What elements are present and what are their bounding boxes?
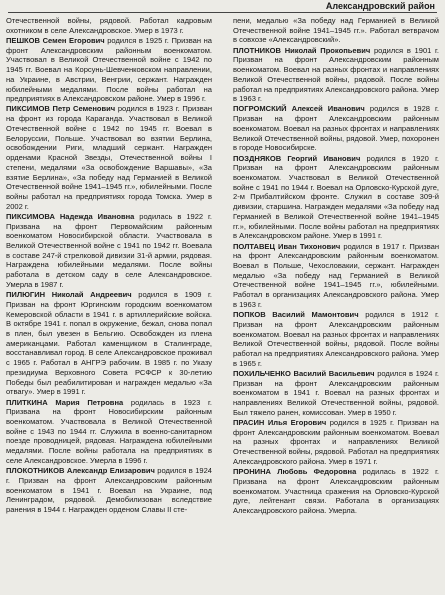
entry-text: Отечественной войны, рядовой. Работал кадровым охотником в селе Александровское. Умер в 1973 г. — [6, 16, 212, 35]
entry-name: ПЛОКОТНИКОВ Александр Елизарович — [6, 466, 155, 476]
entry-name: ПРАСИН Илья Егорович — [233, 417, 327, 427]
biography-entry — [6, 290, 212, 397]
entry-text: родилась в 1923 г. Призвана на фронт Новосибирским районным военкоматом. Участвовала в Великой Отечественной войне с 1943 по 1944 гг. Служила в военно-санитарном поезде проводницей, рядовая. Награждена юбилейными медалями. После войны работала на предприятиях в селе Александровское. Умерла в 1996 г. — [6, 397, 212, 465]
entry-text: родился в 1924 г. Призван на фронт Александровским районным военкоматом в 1941 г. Воевал на разных фронтах и направлениях Великой Отечественной войны, рядовой. Был тяжело ранен, комиссован. Умер в 1950 г. — [233, 368, 439, 417]
biography-entry — [233, 104, 439, 153]
biography-entry — [233, 16, 439, 45]
biography-entry — [233, 242, 439, 310]
entry-text: родился в 1920 г. Призван на фронт Александровским районным военкоматом. Участвовал в Великой Отечественной войне с 1941 по 1944 г. Воевал на Орловско-Курской дуге, 2-м Прибалтийском фронте. Служил в составе 309-й дивизии, старшина. Награжден медалями «За победу над Германией в Великой Отечественной войне 1941–1945 гг.», юбилейными. После войны работал на предприятиях в Александровском районе. Умер в 1991 г. — [233, 153, 439, 241]
biography-entry — [6, 16, 212, 35]
entry-text: родился в 1909 г. Призван на фронт Юргинским городским военкоматом Кемеровской области в 1941 г. в артиллерийские войска. В октябре 1941 г. попал в окружение, бежал, снова попал в плен, был увезен в Бельгию. Освобожден из плена американцами. Работал каменщиком в Сталинграде, восстанавливал город. В селе Александровское проживал с 1965 г. Работал в АНГРЭ рабочим. В 1985 г. по Указу президиума Верховного Совета РСФСР к 30-летию Победы был реабилитирован и награжден медалью «За отвагу». Умер в 1991 г. — [6, 290, 212, 397]
biography-entry — [6, 36, 212, 104]
entry-text: пени, медалью «За победу над Германией в Великой Отечественной войне 1941–1945 гг.». Работал ветврачом в совхозе «Александровский». — [233, 16, 439, 45]
header-rule — [8, 12, 437, 13]
biography-entry — [6, 466, 212, 515]
left-column — [6, 16, 212, 592]
entry-text: родилась в 1922 г. Призвана на фронт Первомайским районным военкоматом Новосибирской области. Участвовала в Великой Отечественной войне с 1941 по 1942 гг. Воевала в составе 247-й стрелковой дивизии 31-й армии, рядовая. Награждена юбилейными медалями. После войны работала в детском саду в селе Александровское. Умерла в 1987 г. — [6, 211, 212, 289]
biography-entry — [233, 46, 439, 104]
entry-text: родился в 1928 г. Призван на фронт Александровским районным военкоматом. Воевал на разных фронтах и направлениях Великой Отечественной войны, рядовой. Умер, похоронен в городе Новосибирске. — [233, 104, 439, 153]
biography-entry — [233, 418, 439, 467]
entry-name: ПЛОТНИКОВ Николай Прокопьевич — [233, 45, 371, 55]
entry-name: ПЛИТКИНА Мария Петровна — [6, 397, 124, 407]
biography-entry — [233, 154, 439, 241]
biography-entry — [233, 369, 439, 418]
page-header — [0, 0, 445, 14]
biography-entry — [6, 104, 212, 211]
entry-text: родился в 1923 г. Призван на фронт из города Караганда. Участвовал в Великой Отечественной войне с 1942 по 1945 гг. Воевал в Белоруссии, Польше. Участвовал во взятии Берлина, освобождении Риги, младший сержант. Награжден орденами Красной Звезды, Отечественной войны I степени, медалями «За освобождение Варшавы», «За взятие Берлина», «За победу над Германией в Великой Отечественной войне 1941–1945 гг.», юбилейными. После войны работал на предприятиях города Томска. Умер в 2002 г. — [6, 104, 212, 211]
entry-name: ПОЗДНЯКОВ Георгий Иванович — [233, 153, 361, 163]
entry-text: родился в 1924 г. Призван на фронт Александровским районным военкоматом в 1941 г. Воевал на Украине, под Ленинградом, рядовой. Демобилизован вследствие ранения в 1944 г. Награжден орденом Славы II сте- — [6, 466, 212, 514]
header-title: Александровский район — [320, 1, 435, 12]
entry-name: ПРОНИНА Любовь Федоровна — [233, 467, 357, 477]
entry-text: родилась в 1922 г. Призвана на фронт Александровским районным военкоматом. Участница сражения на Орловско-Курской дуге, лейтенант связи. Работала в организациях Александровского района. Умерла. — [233, 467, 439, 515]
biography-entry — [233, 467, 439, 516]
right-column — [233, 16, 439, 592]
entry-name: ПОГРОМСКИЙ Алексей Иванович — [233, 104, 365, 114]
biography-entry — [6, 398, 212, 466]
entry-text: родился в 1925 г. Призван на фронт Александровским районным военкоматом. Участвовал в Великой Отечественной войне с 1942 по 1945 гг. Воевал на Корсунь-Шевченковском направлении, на Украине, в Австрии, Венгрии, сержант. Награжден юбилейными медалями. После войны работал на предприятиях в Александровском районе. Умер в 1996 г. — [6, 35, 212, 104]
entry-text: родился в 1925 г. Призван на фронт Александровским районным военкоматом. Воевал на разных фронтах и направлениях Великой Отечественной войны, рядовой. Работал на предприятиях Александровского района. Умер в 1971 г. — [233, 417, 439, 466]
entry-text: родился в 1917 г. Призван на фронт Александровским районным военкоматом. Воевал в Польше, Чехословакии, сержант. Награжден медалью «За победу над Германией в Великой Отечественной войне 1941–1945 гг.», юбилейными. Работал в организациях Александровского района. Умер в 1963 г. — [233, 241, 439, 309]
entry-name: ПОПКОВ Василий Мамонтович — [233, 310, 359, 320]
entry-text: родился в 1901 г. Призван на фронт Александровским районным военкоматом. Воевал на разных фронтах и направлениях Великой Отечественной войны, рядовой. После войны работал на предприятиях Александровского района. Умер в 1963 г. — [233, 45, 439, 104]
biography-entry — [233, 310, 439, 368]
entry-name: ПИКСИМОВА Надежда Ивановна — [6, 211, 135, 221]
entry-text: родился в 1912 г. Призван на фронт Александровским районным военкоматом. Воевал на разных фронтах и направлениях Великой Отечественной войны, рядовой. После войны работал на предприятиях Александровского района. Умер в 1965 г. — [233, 310, 439, 368]
entry-name: ПИКСИМОВ Петр Семенович — [6, 104, 116, 114]
biography-entry — [6, 212, 212, 290]
entry-name: ПОЛТАВЕЦ Иван Тихонович — [233, 241, 341, 251]
entry-name: ПЕШКОВ Семен Егорович — [6, 35, 105, 45]
entry-name: ПИЛЮГИН Николай Андреевич — [6, 290, 132, 300]
entry-name: ПОХИЛЬЧЕНКО Василий Васильевич — [233, 368, 375, 378]
